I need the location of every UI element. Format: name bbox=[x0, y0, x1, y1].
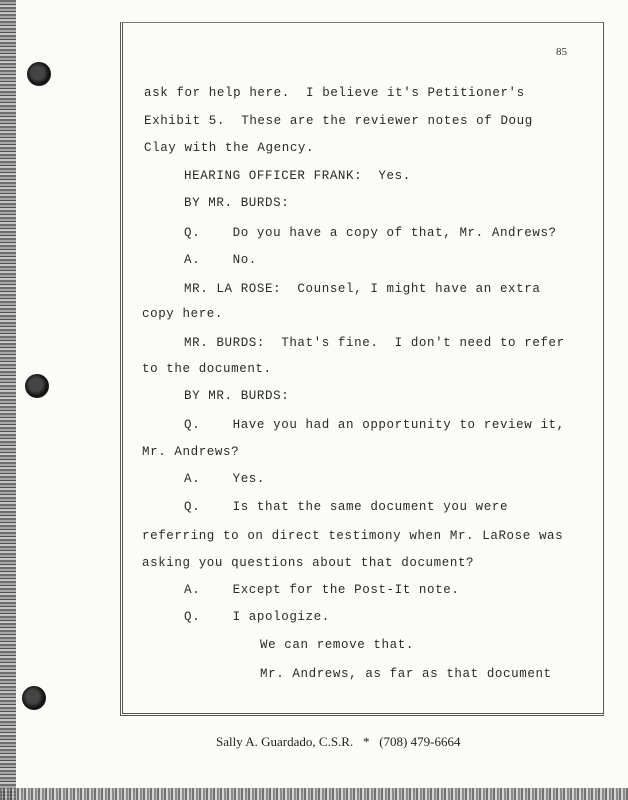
transcript-line-18: asking you questions about that document? bbox=[142, 556, 475, 570]
transcript-line-21: We can remove that. bbox=[260, 638, 414, 652]
transcript-line-11: to the document. bbox=[142, 362, 272, 376]
reporter-footer: Sally A. Guardado, C.S.R. * (708) 479-6664 bbox=[216, 734, 461, 749]
transcript-line-22: Mr. Andrews, as far as that document bbox=[260, 667, 552, 681]
transcript-line-2: Exhibit 5. These are the reviewer notes of Doug bbox=[144, 114, 533, 128]
transcript-line-9: copy here. bbox=[142, 307, 224, 321]
transcript-line-1: ask for help here. I believe it's Petitioner's bbox=[144, 86, 525, 100]
transcript-line-7: A. No. bbox=[184, 253, 257, 267]
transcript-line-14: Mr. Andrews? bbox=[142, 445, 240, 459]
scan-bottom-edge bbox=[0, 788, 628, 800]
transcript-line-19: A. Except for the Post-It note. bbox=[184, 583, 460, 597]
page-number: 85 bbox=[556, 46, 567, 58]
transcript-line-3: Clay with the Agency. bbox=[144, 141, 315, 155]
transcript-line-17: referring to on direct testimony when Mr. LaRose was bbox=[142, 529, 564, 543]
transcript-line-20: Q. I apologize. bbox=[184, 610, 330, 624]
transcript-line-4: HEARING OFFICER FRANK: Yes. bbox=[184, 169, 411, 183]
transcript-line-13: Q. Have you had an opportunity to review it, bbox=[184, 418, 565, 432]
scan-left-edge bbox=[0, 0, 16, 800]
transcript-line-15: A. Yes. bbox=[184, 472, 266, 486]
binder-hole-bottom bbox=[22, 686, 46, 710]
transcript-line-8: MR. LA ROSE: Counsel, I might have an extra bbox=[184, 282, 541, 296]
transcript-line-16: Q. Is that the same document you were bbox=[184, 500, 509, 514]
transcript-line-10: MR. BURDS: That's fine. I don't need to refer bbox=[184, 336, 565, 350]
transcript-line-6: Q. Do you have a copy of that, Mr. Andrews? bbox=[184, 226, 557, 240]
transcript-line-5: BY MR. BURDS: bbox=[184, 196, 290, 210]
transcript-line-12: BY MR. BURDS: bbox=[184, 389, 290, 403]
binder-hole-middle bbox=[25, 374, 49, 398]
binder-hole-top bbox=[27, 62, 51, 86]
